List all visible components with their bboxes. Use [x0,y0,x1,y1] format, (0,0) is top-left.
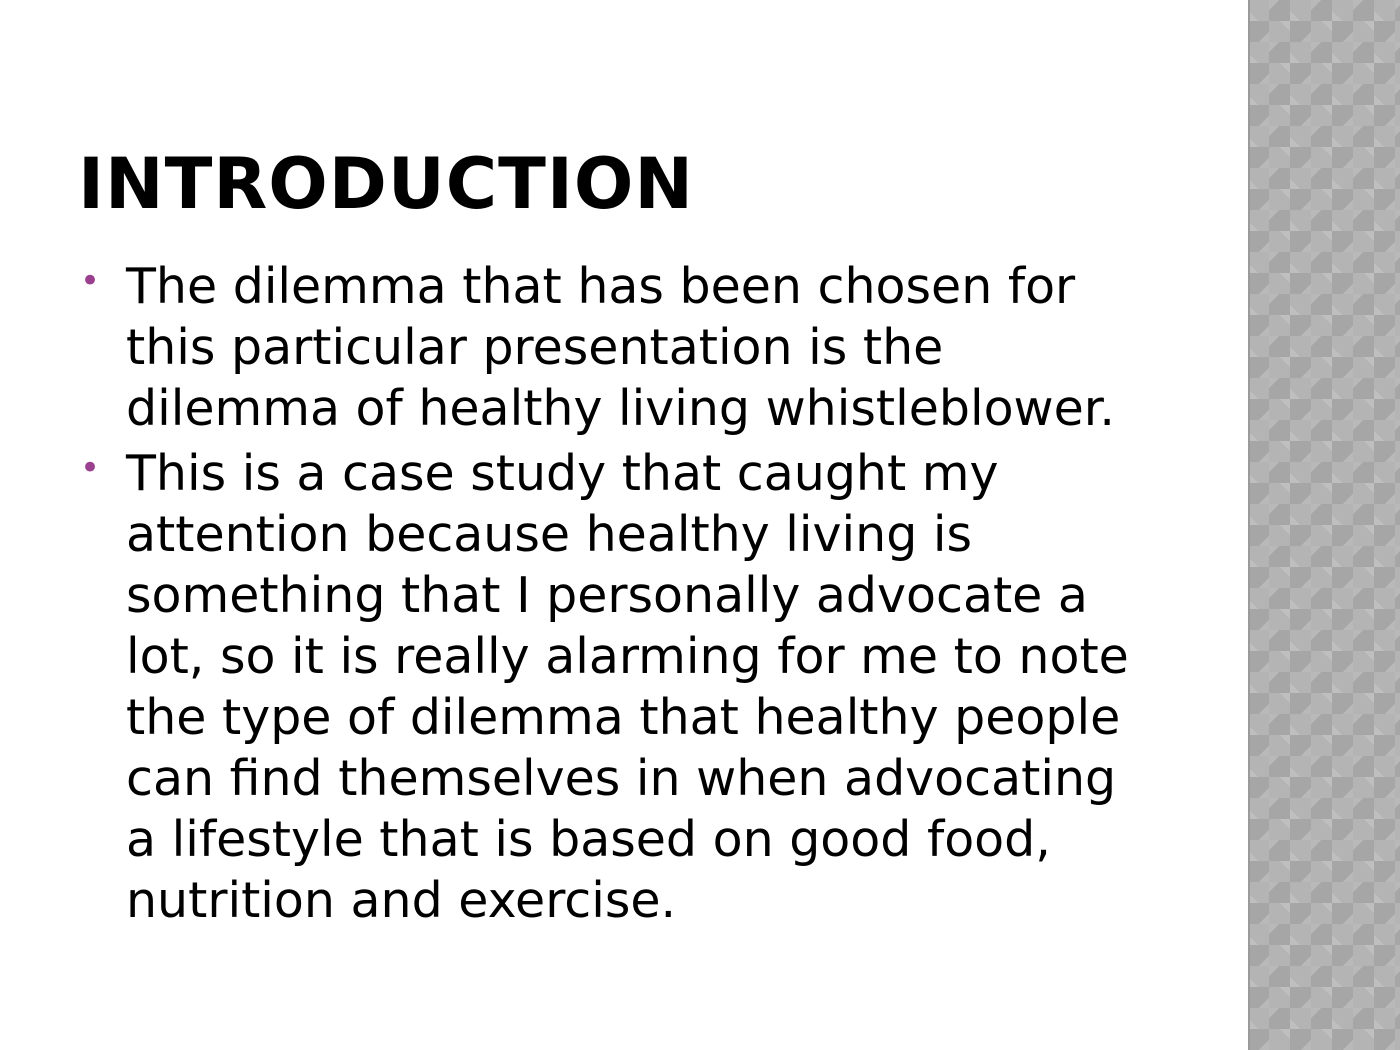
bullet-dot-icon: • [80,448,101,488]
decorative-side-panel [1248,0,1400,1050]
bullet-text-line: the type of dilemma that healthy people [126,689,1121,746]
slide-title: INTRODUCTION [78,143,694,225]
bullet-text-line: can find themselves in when advocating [126,750,1117,807]
bullet-text-line: attention because healthy living is [126,506,973,563]
bullet-text-line: this particular presentation is the [126,319,944,376]
bullet-text-line: something that I personally advocate a [126,567,1088,624]
bullet-list [80,256,1200,935]
bullet-text-line: a lifestyle that is based on good food, [126,811,1051,868]
bullet-text-line: This is a case study that caught my [126,445,999,502]
bullet-text-line: dilemma of healthy living whistleblower. [126,380,1115,437]
bullet-item [80,443,1200,931]
bullet-dot-icon: • [80,261,101,301]
bullet-item [80,256,1200,439]
bullet-text-line: nutrition and exercise. [126,872,677,929]
bullet-text-line: The dilemma that has been chosen for [126,258,1076,315]
bullet-text-line: lot, so it is really alarming for me to note [126,628,1129,685]
